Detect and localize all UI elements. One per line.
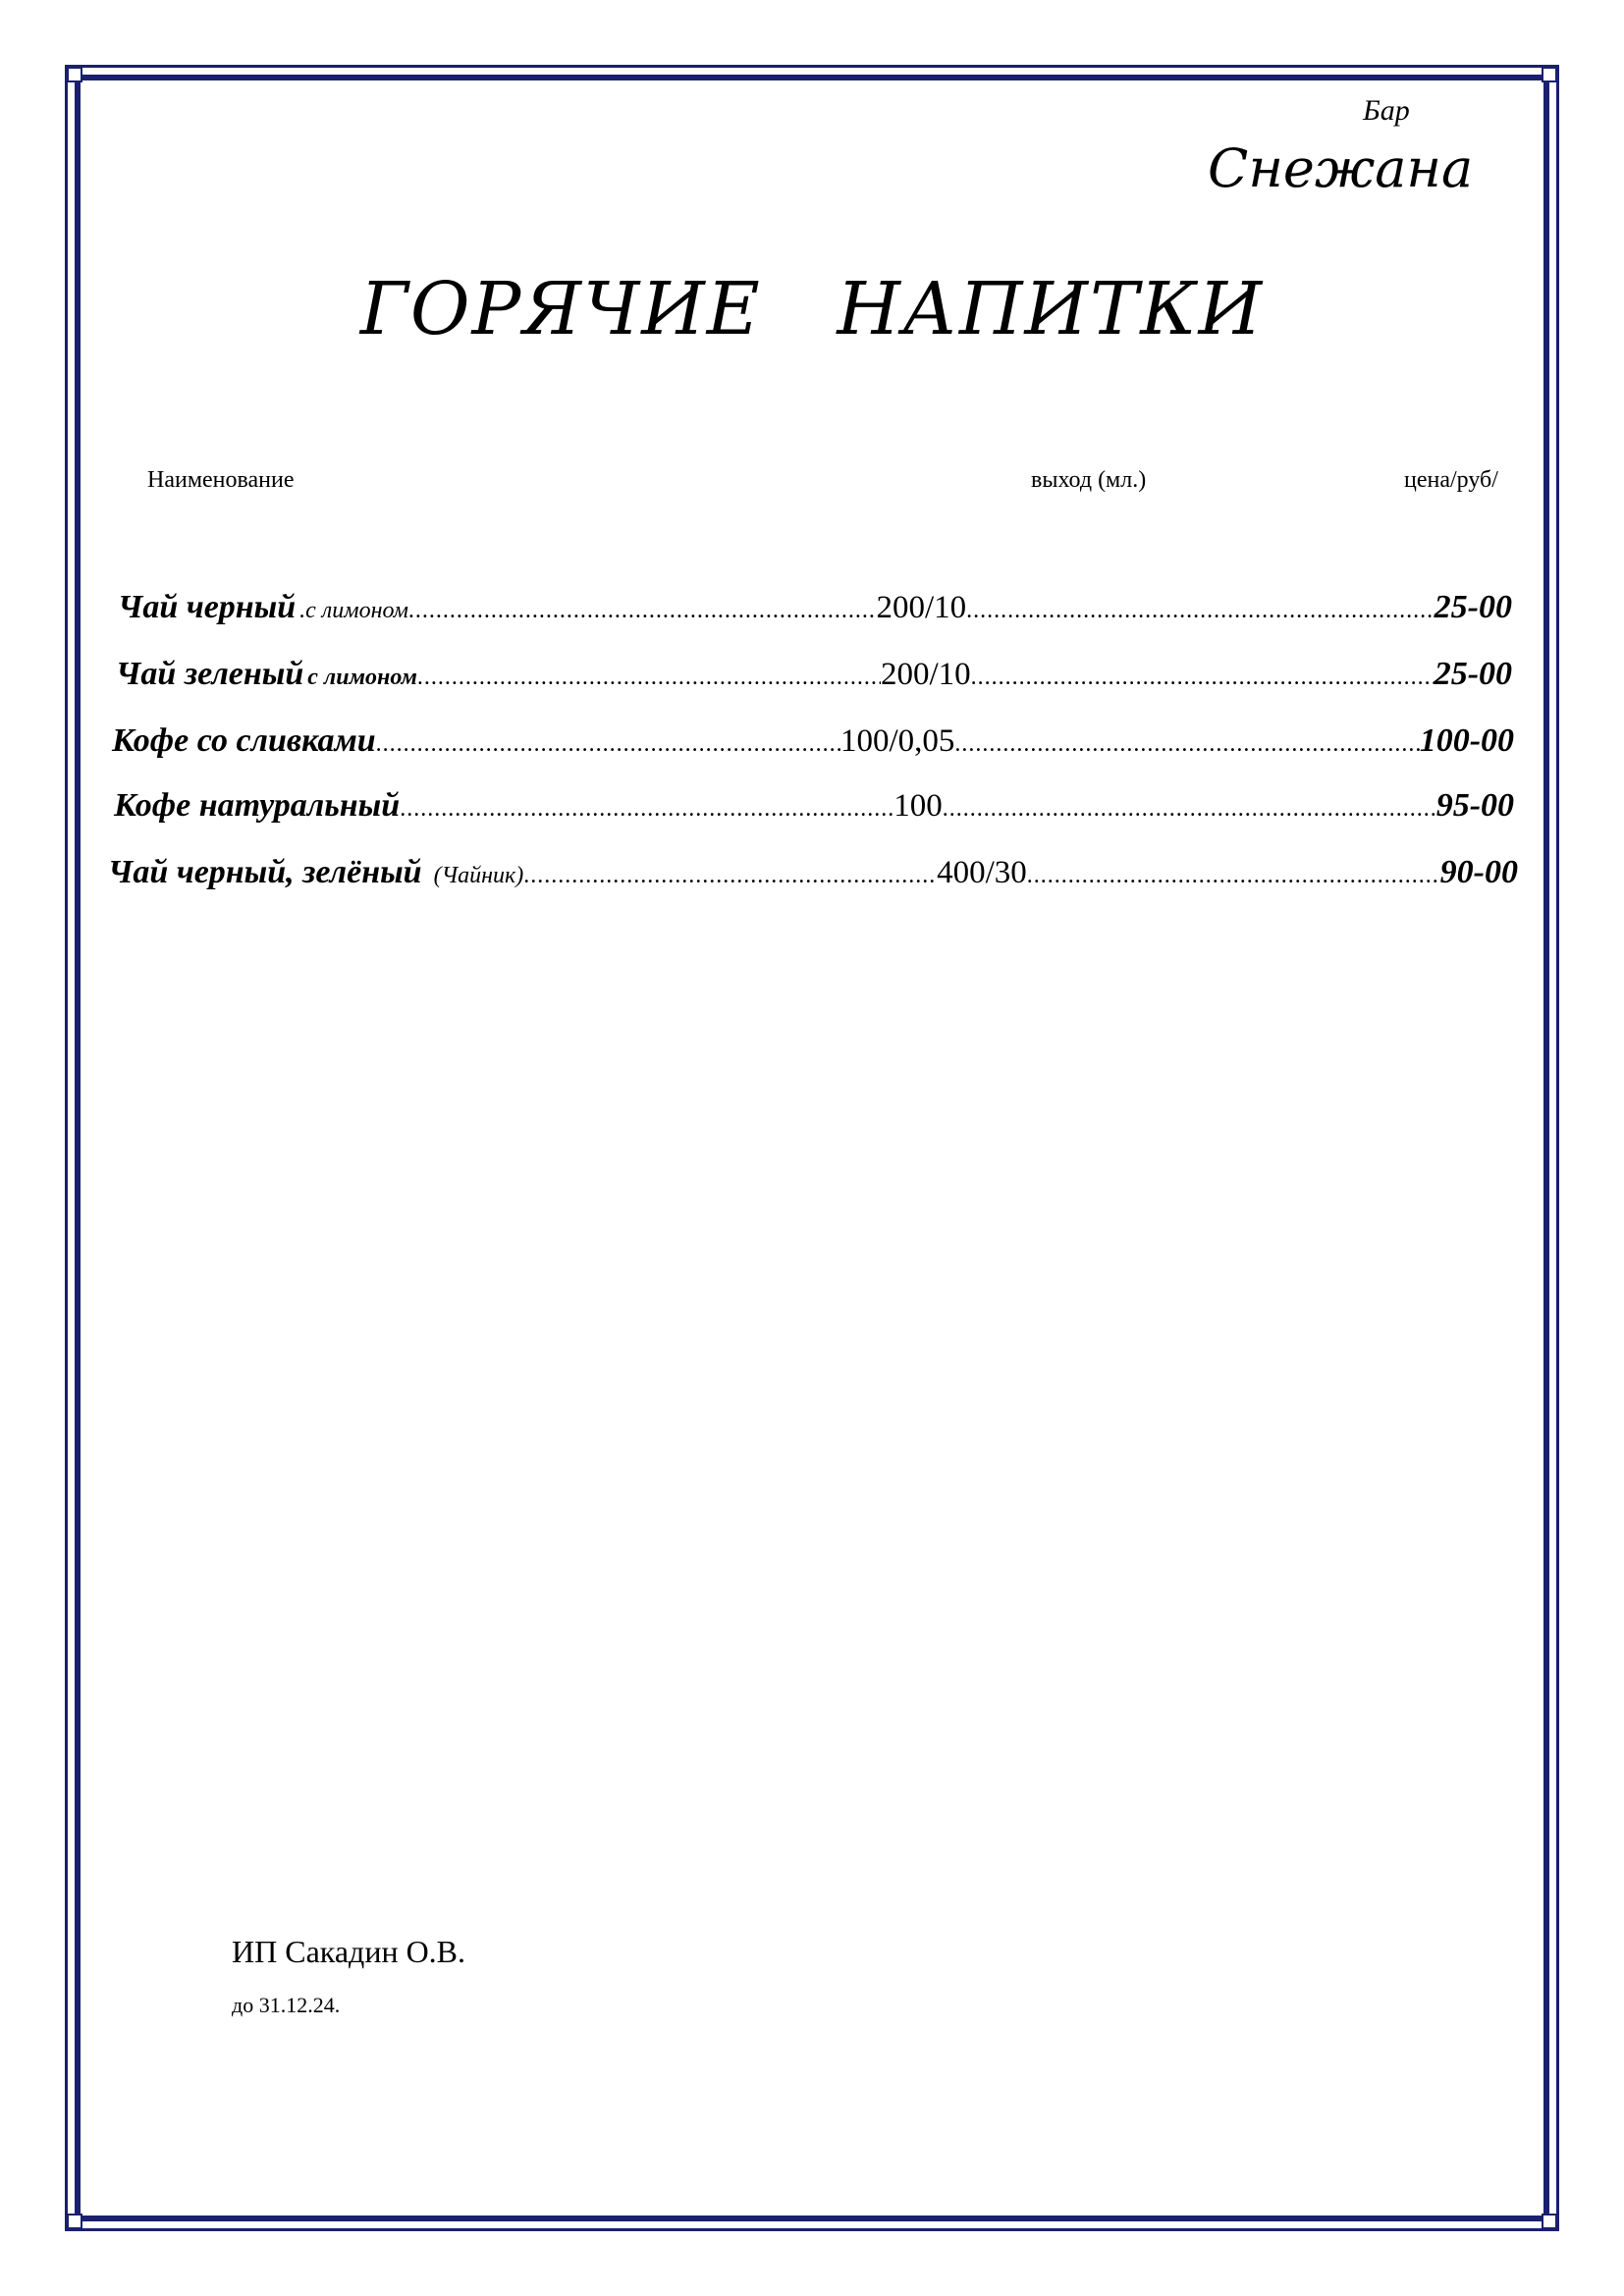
item-yield: 200/10: [880, 657, 971, 692]
bar-label: Бар: [1363, 94, 1410, 127]
leader-dots: [1027, 863, 1440, 889]
leader-dots: [523, 863, 937, 889]
item-note: .с лимоном: [299, 598, 408, 623]
leader-dots: [400, 796, 893, 823]
menu-item: [108, 854, 1518, 899]
item-name: Чай зеленый: [116, 656, 304, 692]
bar-name: Снежана: [1208, 137, 1474, 199]
item-price: 95-00: [1435, 787, 1515, 824]
leader-dots: [966, 598, 1435, 624]
item-note: с лимоном: [307, 665, 417, 690]
item-note: (Чайник): [433, 863, 524, 888]
frame-corner-ornament: [67, 2214, 82, 2229]
item-name: Кофе натуральный: [114, 787, 401, 824]
frame-corner-ornament: [1542, 67, 1557, 82]
leader-dots: [408, 598, 877, 624]
item-name: Чай черный, зелёный: [108, 854, 422, 890]
item-price: 25-00: [1434, 589, 1512, 625]
item-price: 25-00: [1434, 656, 1513, 692]
leader-dots: [376, 731, 840, 758]
owner-name: ИП Сакадин О.В.: [232, 1934, 466, 1969]
menu-item: [112, 722, 1514, 768]
column-header-name: Наименование: [147, 467, 295, 493]
leader-dots: [971, 665, 1435, 691]
page-frame-inner: [75, 75, 1549, 2221]
item-name: Кофе со сливками: [112, 722, 376, 759]
item-name: Чай черный: [118, 589, 297, 625]
column-header-yield: выход (мл.): [1031, 467, 1147, 493]
item-price: 90-00: [1439, 854, 1518, 890]
item-yield: 200/10: [876, 590, 967, 625]
item-price: 100-00: [1419, 722, 1515, 759]
item-yield: 400/30: [937, 855, 1027, 890]
menu-item: [114, 787, 1514, 832]
leader-dots: [954, 731, 1419, 758]
item-yield: 100/0,05: [839, 723, 955, 759]
menu-item: [118, 589, 1512, 634]
valid-until-date: до 31.12.24.: [232, 1993, 341, 2017]
menu-item: [116, 656, 1512, 701]
column-header-price: цена/руб/: [1404, 467, 1498, 493]
page-title: ГОРЯЧИЕ НАПИТКИ: [359, 267, 1265, 351]
leader-dots: [943, 796, 1436, 823]
frame-corner-ornament: [67, 67, 82, 82]
item-yield: 100: [893, 788, 943, 824]
leader-dots: [417, 665, 881, 691]
frame-corner-ornament: [1542, 2214, 1557, 2229]
